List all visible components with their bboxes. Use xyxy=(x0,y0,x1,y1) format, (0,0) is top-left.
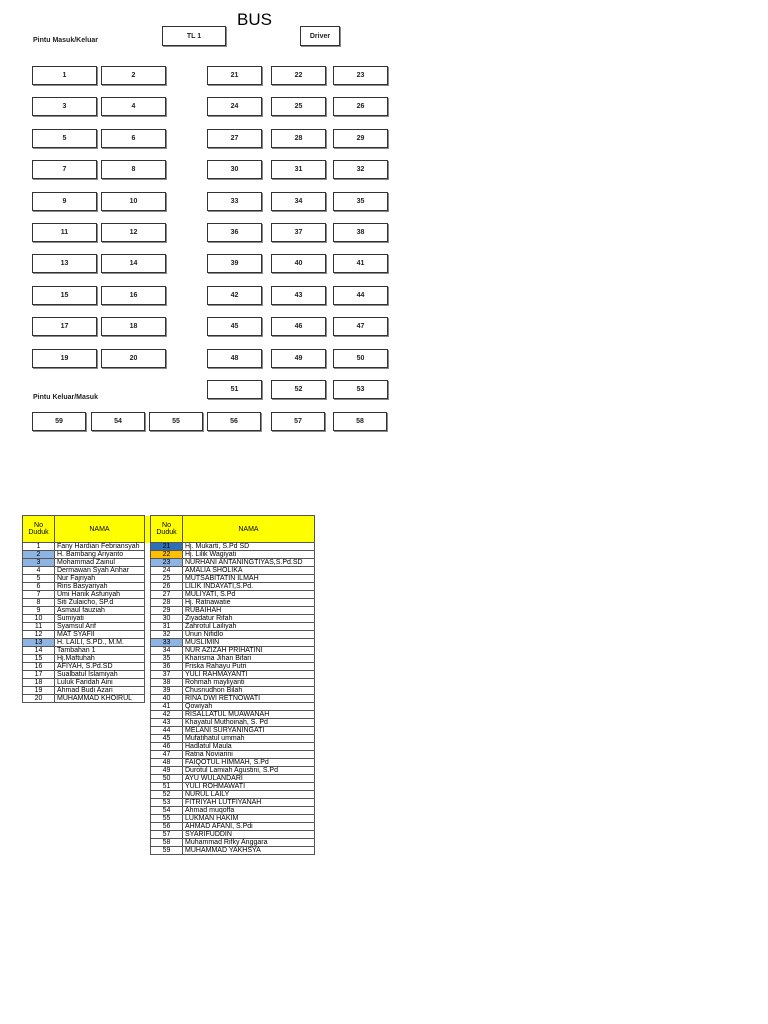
seat-21[interactable]: 21 xyxy=(207,66,262,85)
cell-no: 56 xyxy=(151,823,183,831)
cell-empty xyxy=(55,735,145,743)
cell-no: 11 xyxy=(23,623,55,631)
cell-nama: MELANI SURYANINGATI xyxy=(183,727,315,735)
cell-nama: MUSLIMIN xyxy=(183,639,315,647)
cell-no: 30 xyxy=(151,615,183,623)
seat-22[interactable]: 22 xyxy=(271,66,326,85)
seat-28[interactable]: 28 xyxy=(271,129,326,148)
cell-empty xyxy=(23,783,55,791)
table-row xyxy=(23,759,315,767)
header-no: No Duduk xyxy=(151,516,183,543)
cell-nama: Hj. Mukarti, S.Pd SD xyxy=(183,543,315,551)
seat-19[interactable]: 19 xyxy=(32,349,97,368)
seat-8[interactable]: 8 xyxy=(101,160,166,179)
seat-47[interactable]: 47 xyxy=(333,317,388,336)
seat-3[interactable]: 3 xyxy=(32,97,97,116)
seat-44[interactable]: 44 xyxy=(333,286,388,305)
cell-no: 34 xyxy=(151,647,183,655)
table-row xyxy=(23,607,315,615)
cell-nama: Mufatihatul ummah xyxy=(183,735,315,743)
cell-no: 20 xyxy=(23,695,55,703)
table-row xyxy=(23,831,315,839)
cell-no: 51 xyxy=(151,783,183,791)
cell-nama: Khayatul Muthoinah, S. Pd xyxy=(183,719,315,727)
seat-55[interactable]: 55 xyxy=(149,412,203,431)
cell-empty xyxy=(55,727,145,735)
cell-no: 38 xyxy=(151,679,183,687)
seat-52[interactable]: 52 xyxy=(271,380,326,399)
cell-empty xyxy=(23,767,55,775)
seat-5[interactable]: 5 xyxy=(32,129,97,148)
cell-no: 5 xyxy=(23,575,55,583)
cell-no: 3 xyxy=(23,559,55,567)
cell-nama: Durotul Lamiah Agustini, S.Pd xyxy=(183,767,315,775)
table-row xyxy=(23,599,315,607)
cell-nama: Sumiyati xyxy=(55,615,145,623)
table-row xyxy=(23,727,315,735)
cell-nama: Friska Rahayu Putri xyxy=(183,663,315,671)
seat-50[interactable]: 50 xyxy=(333,349,388,368)
cell-nama: Hj. Lilik Wagiyati xyxy=(183,551,315,559)
seat-11[interactable]: 11 xyxy=(32,223,97,242)
seat-7[interactable]: 7 xyxy=(32,160,97,179)
cell-empty xyxy=(23,807,55,815)
table-row xyxy=(23,559,315,567)
cell-nama: Ratna Noviarini xyxy=(183,751,315,759)
cell-nama: Umi Hanik Asfuriyah xyxy=(55,591,145,599)
seat-38[interactable]: 38 xyxy=(333,223,388,242)
cell-nama: Siti Zulaicho, SP.d xyxy=(55,599,145,607)
seat-1[interactable]: 1 xyxy=(32,66,97,85)
cell-nama: FITRIYAH LUTFIYANAH xyxy=(183,799,315,807)
seat-18[interactable]: 18 xyxy=(101,317,166,336)
cell-empty xyxy=(55,743,145,751)
cell-nama: MULIYATI, S.Pd xyxy=(183,591,315,599)
cell-empty xyxy=(23,711,55,719)
cell-empty xyxy=(55,839,145,847)
cell-nama: MUHAMMAD KHOIRUL xyxy=(55,695,145,703)
seat-15[interactable]: 15 xyxy=(32,286,97,305)
cell-empty xyxy=(55,767,145,775)
cell-no: 40 xyxy=(151,695,183,703)
table-row xyxy=(23,583,315,591)
table-row xyxy=(23,543,315,551)
cell-nama: RUBAIHAH xyxy=(183,607,315,615)
seat-45[interactable]: 45 xyxy=(207,317,262,336)
cell-no: 6 xyxy=(23,583,55,591)
seat-59[interactable]: 59 xyxy=(32,412,86,431)
cell-no: 8 xyxy=(23,599,55,607)
table-row xyxy=(23,815,315,823)
seat-16[interactable]: 16 xyxy=(101,286,166,305)
cell-nama: AMALIA SHOLIKA xyxy=(183,567,315,575)
table-row xyxy=(23,623,315,631)
cell-empty xyxy=(55,711,145,719)
cell-empty xyxy=(55,719,145,727)
cell-nama: Hadlatul Maula xyxy=(183,743,315,751)
header-no: No Duduk xyxy=(23,516,55,543)
cell-no: 23 xyxy=(151,559,183,567)
seat-49[interactable]: 49 xyxy=(271,349,326,368)
cell-no: 39 xyxy=(151,687,183,695)
cell-nama: Unun Nifidlo xyxy=(183,631,315,639)
cell-nama: Kharisma Jihan Bifari xyxy=(183,655,315,663)
layout-title: BUS xyxy=(237,10,272,29)
cell-empty xyxy=(55,759,145,767)
seat-46[interactable]: 46 xyxy=(271,317,326,336)
cell-no: 31 xyxy=(151,623,183,631)
cell-nama: Dermawan Syah Anhar xyxy=(55,567,145,575)
cell-no: 10 xyxy=(23,615,55,623)
seat-42[interactable]: 42 xyxy=(207,286,262,305)
cell-empty xyxy=(55,807,145,815)
table-row xyxy=(23,551,315,559)
cell-empty xyxy=(23,735,55,743)
table-header-row xyxy=(23,516,315,543)
entrance-label-top: Pintu Masuk/Keluar xyxy=(33,37,98,44)
cell-no: 33 xyxy=(151,639,183,647)
cell-nama: SYARIFUDDIN xyxy=(183,831,315,839)
cell-nama: Nur Fajriyah xyxy=(55,575,145,583)
seat-27[interactable]: 27 xyxy=(207,129,262,148)
seat-12[interactable]: 12 xyxy=(101,223,166,242)
cell-no: 17 xyxy=(23,671,55,679)
cell-empty xyxy=(55,823,145,831)
seat-54[interactable]: 54 xyxy=(91,412,145,431)
table-row xyxy=(23,847,315,855)
cell-empty xyxy=(23,815,55,823)
table-row xyxy=(23,575,315,583)
cell-nama: MAT SYAFII xyxy=(55,631,145,639)
cell-nama: Luluk Faridah Aini xyxy=(55,679,145,687)
table-row xyxy=(23,687,315,695)
cell-no: 49 xyxy=(151,767,183,775)
cell-no: 41 xyxy=(151,703,183,711)
cell-empty xyxy=(55,751,145,759)
cell-nama: NURHANI ANTANINGTIYAS,S.Pd.SD xyxy=(183,559,315,567)
cell-nama: Zahrotul Lailiyah xyxy=(183,623,315,631)
seat-29[interactable]: 29 xyxy=(333,129,388,148)
seat-56[interactable]: 56 xyxy=(207,412,261,431)
cell-no: 24 xyxy=(151,567,183,575)
cell-no: 25 xyxy=(151,575,183,583)
cell-empty xyxy=(23,751,55,759)
cell-nama: AYU WULANDARI xyxy=(183,775,315,783)
cell-no: 7 xyxy=(23,591,55,599)
cell-nama: Ziyadatur Rifah xyxy=(183,615,315,623)
seat-30[interactable]: 30 xyxy=(207,160,262,179)
cell-nama: YULI RAHMAYANTI xyxy=(183,671,315,679)
cell-no: 21 xyxy=(151,543,183,551)
seat-40[interactable]: 40 xyxy=(271,254,326,273)
cell-empty xyxy=(55,775,145,783)
cell-nama: MUHAMMAD YAKHSYA xyxy=(183,847,315,855)
cell-nama: Muhammad Rifky Anggara xyxy=(183,839,315,847)
cell-empty xyxy=(55,703,145,711)
cell-no: 15 xyxy=(23,655,55,663)
cell-no: 37 xyxy=(151,671,183,679)
cell-no: 42 xyxy=(151,711,183,719)
table-row xyxy=(23,775,315,783)
table-row xyxy=(23,703,315,711)
seat-32[interactable]: 32 xyxy=(333,160,388,179)
cell-nama: Tambahan 1 xyxy=(55,647,145,655)
cell-no: 29 xyxy=(151,607,183,615)
seat-41[interactable]: 41 xyxy=(333,254,388,273)
seat-6[interactable]: 6 xyxy=(101,129,166,148)
cell-no: 16 xyxy=(23,663,55,671)
cell-nama: RISALLATUL MUAWANAH xyxy=(183,711,315,719)
seat-37[interactable]: 37 xyxy=(271,223,326,242)
seat-34[interactable]: 34 xyxy=(271,192,326,211)
cell-no: 35 xyxy=(151,655,183,663)
cell-nama: Riris Basyariyah xyxy=(55,583,145,591)
seat-35[interactable]: 35 xyxy=(333,192,388,211)
table-row xyxy=(23,663,315,671)
table-row xyxy=(23,647,315,655)
cell-empty xyxy=(23,743,55,751)
seat-9[interactable]: 9 xyxy=(32,192,97,211)
cell-nama: Ahmad Budi Azari xyxy=(55,687,145,695)
header-nama: NAMA xyxy=(55,516,145,543)
cell-nama: AFIYAH, S.Pd.SD xyxy=(55,663,145,671)
seat-58[interactable]: 58 xyxy=(333,412,387,431)
cell-empty xyxy=(23,719,55,727)
cell-nama: Sualbatul Islamiyah xyxy=(55,671,145,679)
cell-nama: LILIK INDAYATI,S.Pd. xyxy=(183,583,315,591)
tour-leader-seat: TL 1 xyxy=(162,26,226,46)
seat-20[interactable]: 20 xyxy=(101,349,166,368)
cell-nama: Fany Hardian Febriansyah xyxy=(55,543,145,551)
seat-4[interactable]: 4 xyxy=(101,97,166,116)
cell-nama: LUKMAN HAKIM xyxy=(183,815,315,823)
seat-51[interactable]: 51 xyxy=(207,380,262,399)
cell-empty xyxy=(23,799,55,807)
cell-nama: MUTSABITATIN ILMAH xyxy=(183,575,315,583)
cell-nama: AHMAD AFANI, S.Pdi xyxy=(183,823,315,831)
cell-empty xyxy=(55,815,145,823)
seat-43[interactable]: 43 xyxy=(271,286,326,305)
cell-empty xyxy=(23,831,55,839)
seat-36[interactable]: 36 xyxy=(207,223,262,242)
table-row xyxy=(23,735,315,743)
cell-no: 18 xyxy=(23,679,55,687)
cell-empty xyxy=(23,839,55,847)
seat-26[interactable]: 26 xyxy=(333,97,388,116)
seat-48[interactable]: 48 xyxy=(207,349,262,368)
table-row xyxy=(23,639,315,647)
table-row xyxy=(23,783,315,791)
table-row xyxy=(23,823,315,831)
cell-no: 44 xyxy=(151,727,183,735)
cell-nama: Chusnudhon Bilah xyxy=(183,687,315,695)
cell-no: 59 xyxy=(151,847,183,855)
cell-nama: Ahmad muqoffa xyxy=(183,807,315,815)
seat-53[interactable]: 53 xyxy=(333,380,388,399)
driver-seat: Driver xyxy=(300,26,340,46)
cell-no: 4 xyxy=(23,567,55,575)
table-row xyxy=(23,711,315,719)
table-row xyxy=(23,791,315,799)
cell-nama: H. Bambang Ariyanto xyxy=(55,551,145,559)
cell-no: 9 xyxy=(23,607,55,615)
cell-no: 36 xyxy=(151,663,183,671)
cell-no: 1 xyxy=(23,543,55,551)
cell-no: 13 xyxy=(23,639,55,647)
cell-nama: Qowiyah xyxy=(183,703,315,711)
cell-no: 52 xyxy=(151,791,183,799)
seat-10[interactable]: 10 xyxy=(101,192,166,211)
cell-empty xyxy=(23,823,55,831)
cell-nama: Asmaul fauziah xyxy=(55,607,145,615)
table-row xyxy=(23,671,315,679)
table-row xyxy=(23,591,315,599)
cell-no: 55 xyxy=(151,815,183,823)
table-row xyxy=(23,743,315,751)
cell-empty xyxy=(23,791,55,799)
cell-empty xyxy=(55,783,145,791)
cell-nama: NUR AZIZAH PRIHATINI xyxy=(183,647,315,655)
cell-nama: Syamsul Arif xyxy=(55,623,145,631)
cell-nama: NURUL LAILY xyxy=(183,791,315,799)
table-row xyxy=(23,719,315,727)
cell-no: 45 xyxy=(151,735,183,743)
cell-empty xyxy=(55,791,145,799)
cell-no: 14 xyxy=(23,647,55,655)
table-row xyxy=(23,567,315,575)
cell-no: 50 xyxy=(151,775,183,783)
entrance-label-bottom: Pintu Keluar/Masuk xyxy=(33,394,98,401)
cell-no: 26 xyxy=(151,583,183,591)
cell-no: 58 xyxy=(151,839,183,847)
cell-no: 53 xyxy=(151,799,183,807)
table-row xyxy=(23,655,315,663)
cell-no: 48 xyxy=(151,759,183,767)
cell-no: 54 xyxy=(151,807,183,815)
cell-no: 32 xyxy=(151,631,183,639)
table-row xyxy=(23,767,315,775)
cell-empty xyxy=(23,775,55,783)
seat-17[interactable]: 17 xyxy=(32,317,97,336)
table-row xyxy=(23,695,315,703)
seat-2[interactable]: 2 xyxy=(101,66,166,85)
cell-no: 19 xyxy=(23,687,55,695)
seat-23[interactable]: 23 xyxy=(333,66,388,85)
cell-nama: Mohammad Zainul xyxy=(55,559,145,567)
table-row xyxy=(23,631,315,639)
table-row xyxy=(23,839,315,847)
seat-39[interactable]: 39 xyxy=(207,254,262,273)
cell-nama: Rohmah mayliyanti xyxy=(183,679,315,687)
cell-no: 27 xyxy=(151,591,183,599)
cell-nama: YULI ROHMAWATI xyxy=(183,783,315,791)
cell-no: 28 xyxy=(151,599,183,607)
table-row xyxy=(23,751,315,759)
seat-13[interactable]: 13 xyxy=(32,254,97,273)
cell-no: 22 xyxy=(151,551,183,559)
seat-25[interactable]: 25 xyxy=(271,97,326,116)
cell-nama: RINA DWI RETNOWATI xyxy=(183,695,315,703)
cell-empty xyxy=(23,847,55,855)
cell-no: 47 xyxy=(151,751,183,759)
cell-no: 57 xyxy=(151,831,183,839)
table-row xyxy=(23,679,315,687)
cell-nama: H. LAILI, S.PD., M.M. xyxy=(55,639,145,647)
cell-empty xyxy=(23,703,55,711)
cell-empty xyxy=(55,847,145,855)
cell-no: 12 xyxy=(23,631,55,639)
cell-empty xyxy=(23,727,55,735)
table-row xyxy=(23,799,315,807)
cell-empty xyxy=(23,759,55,767)
cell-empty xyxy=(55,799,145,807)
seat-31[interactable]: 31 xyxy=(271,160,326,179)
cell-empty xyxy=(55,831,145,839)
table-row xyxy=(23,615,315,623)
cell-no: 2 xyxy=(23,551,55,559)
passenger-table xyxy=(22,515,315,855)
seat-14[interactable]: 14 xyxy=(101,254,166,273)
cell-nama: Hj.Maftuhah xyxy=(55,655,145,663)
seat-33[interactable]: 33 xyxy=(207,192,262,211)
table-row xyxy=(23,807,315,815)
header-nama: NAMA xyxy=(183,516,315,543)
cell-nama: Hj. Ratnawatie xyxy=(183,599,315,607)
seat-24[interactable]: 24 xyxy=(207,97,262,116)
cell-nama: FAIQOTUL HIMMAH, S.Pd xyxy=(183,759,315,767)
seat-57[interactable]: 57 xyxy=(271,412,325,431)
cell-no: 46 xyxy=(151,743,183,751)
cell-no: 43 xyxy=(151,719,183,727)
